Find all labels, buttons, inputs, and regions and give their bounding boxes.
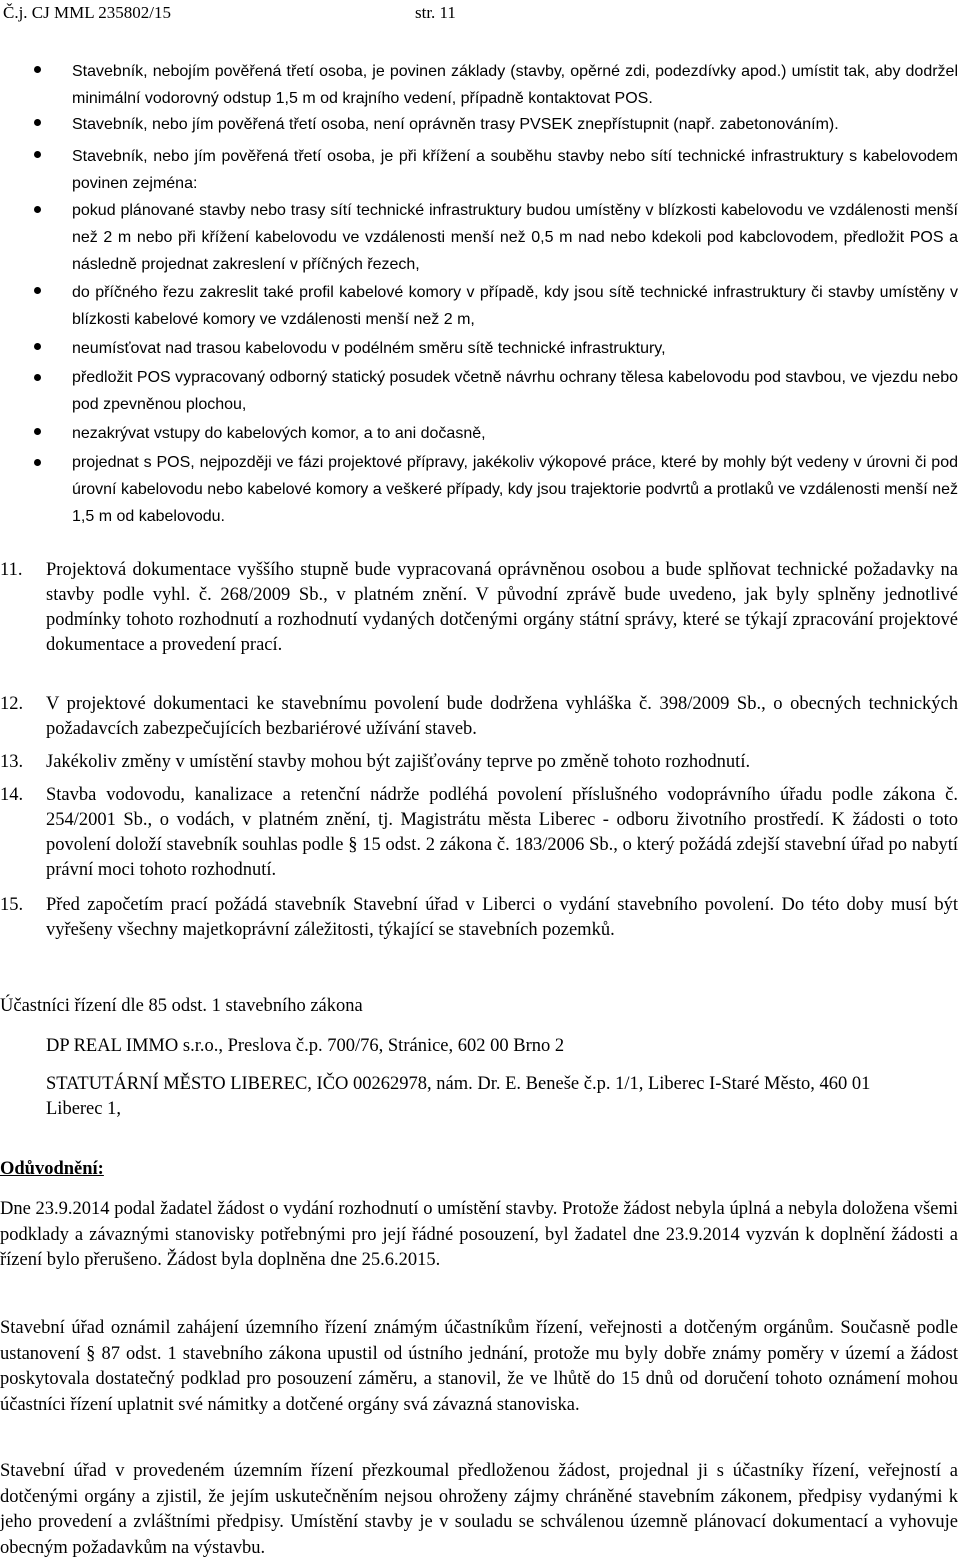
participant-item: STATUTÁRNÍ MĚSTO LIBEREC, IČO 00262978, nám. Dr. E. Beneše č.p. 1/1, Liberec I-Staré Město, 460 01 Liberec 1, — [46, 1074, 871, 1119]
condition-text: Jakékoliv změny v umístění stavby mohou být zajišťovány teprve po změně tohoto rozhodnutí. — [46, 752, 751, 772]
bullet-marker — [34, 459, 41, 466]
bullet-marker — [34, 151, 41, 158]
bullet-marker — [34, 66, 41, 73]
condition-number: 12. — [0, 694, 24, 714]
reasoning-heading: Odůvodnění: — [0, 1159, 104, 1179]
bullet-item: do příčného řezu zakreslit také profil kabelové komory v případě, kdy jsou sítě technické infrastruktury či stavby umístěny v blízkosti kabelové komory ve vzdálenosti menší než 2 m, — [72, 284, 958, 328]
condition-number: 11. — [0, 560, 23, 580]
reasoning-paragraph: Dne 23.9.2014 podal žadatel žádost o vydání rozhodnutí o umístění stavby. Protože žádost nebyla úplná a nebyla doložena všemi podklady a závaznými stanovisky potřebnými pro její řádné posouzení, byl žadatel dne 23.9.2014 vyzván k doplnění žádosti a řízení bylo přerušeno. Žádost byla doplněna dne 25.6.2015. — [0, 1199, 958, 1270]
bullet-marker — [34, 119, 41, 126]
bullet-marker — [34, 206, 41, 213]
reasoning-paragraph: Stavební úřad oznámil zahájení územního řízení známým účastníkům řízení, veřejnosti a dotčeným orgánům. Současně podle ustanovení § 87 odst. 1 stavebního zákona upustil od ústního jednání, protože mu byly dobře známy poměry v území a žádost poskytovala dostatečný podklad pro posouzení záměru, a stanovil, že ve lhůtě do 15 dnů od doručení tohoto oznámení mohou účastníci řízení uplatnit své námitky a dotčené orgány svá závazná stanoviska. — [0, 1318, 958, 1415]
condition-text: Stavba vodovodu, kanalizace a retenční nádrže podléhá povolení příslušného vodoprávního úřadu podle zákona č. 254/2001 Sb., o vodách, v platném znění, tj. Magistrátu města Liberec - odboru životního prostředí. K žádosti o toto povolení doloží stavebník souhlas podle § 15 odst. 2 zákona č. 183/2006 Sb., o který požádá zdejší stavební úřad po nabytí právní moci tohoto rozhodnutí. — [46, 785, 958, 880]
condition-number: 15. — [0, 895, 24, 915]
bullet-item: Stavebník, nebojím pověřená třetí osoba, je povinen základy (stavby, opěrné zdi, podezdívky apod.) umístit tak, aby dodržel minimální vodorovný odstup 1,5 m od krajního vedení, případně kontaktovat POS. — [72, 63, 958, 107]
participants-heading: Účastníci řízení dle 85 odst. 1 stavebního zákona — [0, 996, 363, 1016]
condition-text: V projektové dokumentaci ke stavebnímu povolení bude dodržena vyhláška č. 398/2009 Sb., o obecných technických požadavcích zabezpečujících bezbariérové užívání staveb. — [46, 694, 958, 739]
reference-number: Č.j. CJ MML 235802/15 — [3, 3, 171, 22]
bullet-item: nezakrývat vstupy do kabelových komor, a to ani dočasně, — [72, 425, 486, 442]
bullet-marker — [34, 428, 41, 435]
bullet-item: pokud plánované stavby nebo trasy sítí technické infrastruktury budou umístěny v blízkosti kabelovodu ve vzdálenosti menší než 2 m nebo při křížení kabelovodu ve vzdálenosti menší než 0,5 m nad nebo kdekoli pod kabclovodem, předložit POS a následně projednat zakreslení v příčných řezech, — [72, 202, 958, 273]
bullet-item: neumísťovat nad trasou kabelovodu v podélném směru sítě technické infrastruktury, — [72, 340, 666, 357]
bullet-marker — [34, 343, 41, 350]
page-number: str. 11 — [415, 3, 456, 22]
condition-number: 14. — [0, 785, 24, 805]
bullet-item: Stavebník, nebo jím pověřená třetí osoba, není oprávněn trasy PVSEK znepřístupnit (např. zabetonováním). — [72, 116, 839, 133]
condition-text: Projektová dokumentace vyššího stupně bude vypracovaná oprávněnou osobou a bude splňovat technické požadavky na stavby podle vyhl. č. 268/2009 Sb., v platném znění. V původní zprávě bude uvedeno, jak byly splněny jednotlivé podmínky tohoto rozhodnutí a rozhodnutí vydaných dotčenými orgány státní správy, které se týkají zpracování projektové dokumentace a provedení prací. — [46, 560, 958, 655]
participant-item: DP REAL IMMO s.r.o., Preslova č.p. 700/76, Stránice, 602 00 Brno 2 — [46, 1036, 565, 1056]
bullet-item: Stavebník, nebo jím pověřená třetí osoba, je při křížení a souběhu stavby nebo sítí technické infrastruktury s kabelovodem povinen zejména: — [72, 148, 958, 192]
bullet-item: projednat s POS, nejpozději ve fázi projektové přípravy, jakékoliv výkopové práce, které by mohly být vedeny v úrovni či pod úrovní kabelovodu nebo kabelové komory a veškeré případy, kdy jsou trajektorie podvrtů a protlaků ve vzdálenosti menší než 1,5 m od kabelovodu. — [72, 454, 958, 525]
condition-number: 13. — [0, 752, 24, 772]
reasoning-paragraph: Stavební úřad v provedeném územním řízení přezkoumal předloženou žádost, projednal ji s účastníky řízení, veřejností a dotčenými orgány a zjistil, že jejím uskutečněním nejsou ohroženy zájmy chráněné stavebním zákonem, předpisy vydanými k jeho provedení a zvláštními předpisy. Umístění stavby je v souladu se schválenou územně plánovací dokumentací a vyhovuje obecným požadavkům na výstavbu. — [0, 1461, 958, 1558]
bullet-marker — [34, 287, 41, 294]
bullet-item: předložit POS vypracovaný odborný statický posudek včetně návrhu ochrany tělesa kabelovodu pod stavbou, ve vjezdu nebo pod zpevněnou plochou, — [72, 369, 958, 413]
page-header — [3, 3, 456, 23]
bullet-marker — [34, 374, 41, 381]
condition-text: Před započetím prací požádá stavebník Stavební úřad v Liberci o vydání stavebního povolení. Do této doby musí být vyřešeny všechny majetkoprávní záležitosti, týkající se stavebních pozemků. — [46, 895, 958, 940]
